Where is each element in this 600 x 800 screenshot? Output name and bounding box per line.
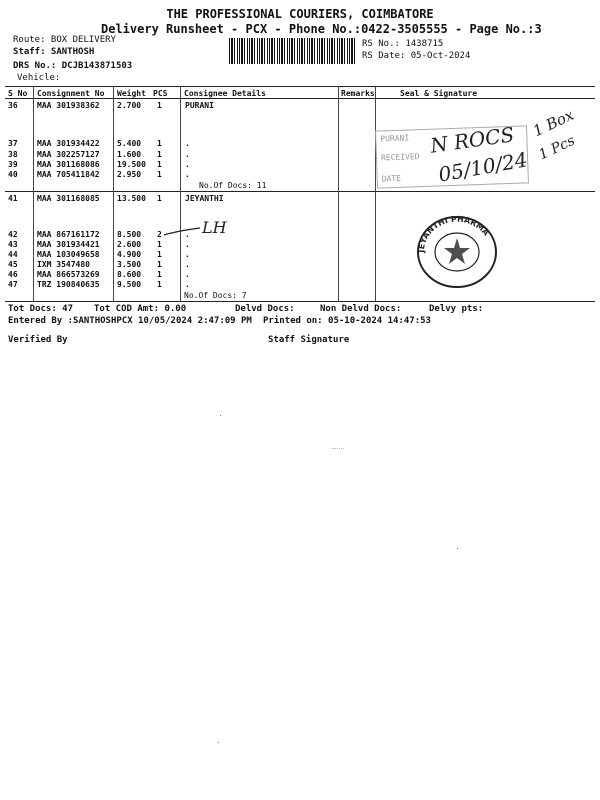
table-row [0,240,600,250]
cell-consignment: MAA 301168086 [37,160,100,169]
cell-consignee: PURANI [185,101,214,110]
cell-sno: 42 [8,230,18,239]
cell-weight: 19.500 [117,160,146,169]
cell-consignment: MAA 301934422 [37,139,100,148]
cell-consignment: MAA 867161172 [37,230,100,239]
cell-pcs: 2 [157,230,162,239]
cell-pcs: 1 [157,194,162,203]
non-delivered-docs: Non Delvd Docs: [320,304,402,314]
cell-weight: 5.400 [117,139,142,148]
cell-consignee: . [185,240,190,249]
drs-number: DRS No.: DCJB143871503 [13,61,133,71]
table-header-rule [5,98,595,99]
cell-pcs: 1 [157,240,162,249]
col-header-pcs: PCS [153,89,168,98]
handwritten-receiver: N ROCS [428,122,516,158]
cell-sno: 46 [8,270,18,279]
col-header-consignment: Consignment No [37,89,105,98]
staff-signature: Staff Signature [268,335,350,345]
cell-consignment: MAA 103049658 [37,250,100,259]
cell-consignment: IXM 3547480 [37,260,90,269]
vehicle-label: Vehicle: [17,73,61,83]
stamp-line: RECEIVED [380,152,420,163]
rs-number: RS No.: 1438715 [362,39,444,49]
cell-weight: 13.500 [117,194,146,203]
delivered-docs: Delvd Docs: [235,304,295,314]
route-label: Route: BOX DELIVERY [13,35,116,45]
cell-sno: 41 [8,194,18,203]
cell-consignee: . [185,280,190,289]
col-header-weight: Weight [117,89,146,98]
cell-pcs: 1 [157,260,162,269]
cell-consignee: . [185,250,190,259]
cell-weight: 8.500 [117,230,142,239]
table-row [0,270,600,280]
group-divider [5,191,595,192]
cell-consignee: . [185,270,190,279]
cell-weight: 8.600 [117,270,142,279]
company-name: THE PROFESSIONAL COURIERS, COIMBATORE [166,7,434,21]
entered-by: Entered By :SANTHOSHPCX 10/05/2024 2:47:09 PM [8,316,252,326]
scan-speck [457,548,458,549]
cell-sno: 38 [8,150,18,159]
table-bottom-rule [5,301,595,302]
jeyanthi-pharma-seal [412,212,502,292]
cell-consignee: . [185,170,190,179]
cell-consignee: . [185,150,190,159]
table-row [0,101,600,111]
col-header-seal: Seal & Signature [400,89,478,98]
cell-weight: 2.700 [117,101,142,110]
table-row [0,194,600,204]
stamp-line: PURANI [380,133,410,144]
stamp-line: DATE [381,173,402,184]
cell-weight: 1.600 [117,150,142,159]
table-top-rule [5,86,595,87]
cell-consignee: . [185,230,190,239]
handwritten-dash [162,226,202,238]
docs-count: No.Of Docs: 11 [199,181,267,190]
cell-pcs: 1 [157,170,162,179]
cell-consignment: MAA 301934421 [37,240,100,249]
handwritten-lh: LH [202,218,227,237]
total-docs: Tot Docs: 47 [8,304,74,314]
rs-date: RS Date: 05-Oct-2024 [362,51,471,61]
cell-consignment: MAA 301938362 [37,101,100,110]
table-row [0,250,600,260]
handwritten-box-count: 1 Box [530,105,577,141]
col-header-sno: S No [8,89,28,98]
cell-consignee: . [185,139,190,148]
cell-weight: 2.950 [117,170,142,179]
table-row [0,260,600,270]
handwritten-pcs-count: 1 Pcs [536,132,578,164]
cell-pcs: 1 [157,280,162,289]
cell-consignment: MAA 302257127 [37,150,100,159]
cell-consignment: MAA 705411842 [37,170,100,179]
staff-label: Staff: SANTHOSH [13,47,95,57]
cell-consignment: MAA 301168085 [37,194,100,203]
cell-sno: 45 [8,260,18,269]
cell-weight: 2.600 [117,240,142,249]
cell-consignee: . [185,160,190,169]
col-header-remarks: Remarks [341,89,375,98]
cell-sno: 36 [8,101,18,110]
verified-by: Verified By [8,335,68,345]
cell-consignment: TRZ 190840635 [37,280,100,289]
seal-text: JEYANTHI PHARMA [416,214,491,253]
barcode [229,38,355,64]
cell-sno: 39 [8,160,18,169]
cell-pcs: 1 [157,150,162,159]
cell-sno: 37 [8,139,18,148]
scan-speck [220,415,221,416]
runsheet-title: Delivery Runsheet - PCX - Phone No.:0422-3505555 - Page No.:3 [101,22,542,36]
cell-weight: 4.900 [117,250,142,259]
cell-sno: 44 [8,250,18,259]
cell-weight: 3.500 [117,260,142,269]
scan-speck [218,742,219,743]
cell-weight: 9.500 [117,280,142,289]
printed-on: Printed on: 05-10-2024 14:47:53 [263,316,431,326]
cell-sno: 43 [8,240,18,249]
table-row [0,230,600,240]
cell-pcs: 1 [157,160,162,169]
col-header-consignee: Consignee Details [184,89,266,98]
cell-sno: 40 [8,170,18,179]
cell-pcs: 1 [157,270,162,279]
cell-pcs: 1 [157,101,162,110]
cell-consignee: JEYANTHI [185,194,224,203]
cell-sno: 47 [8,280,18,289]
cell-pcs: 1 [157,139,162,148]
cell-consignment: MAA 866573269 [37,270,100,279]
cell-pcs: 1 [157,250,162,259]
table-row [0,280,600,290]
cell-consignee: . [185,260,190,269]
docs-count: No.Of Docs: 7 [184,291,247,300]
handwritten-date: 05/10/24 [436,147,530,187]
delivery-points: Delvy pts: [429,304,484,314]
total-cod-amount: Tot COD Amt: 0.00 [94,304,187,314]
scan-speck [332,448,344,457]
